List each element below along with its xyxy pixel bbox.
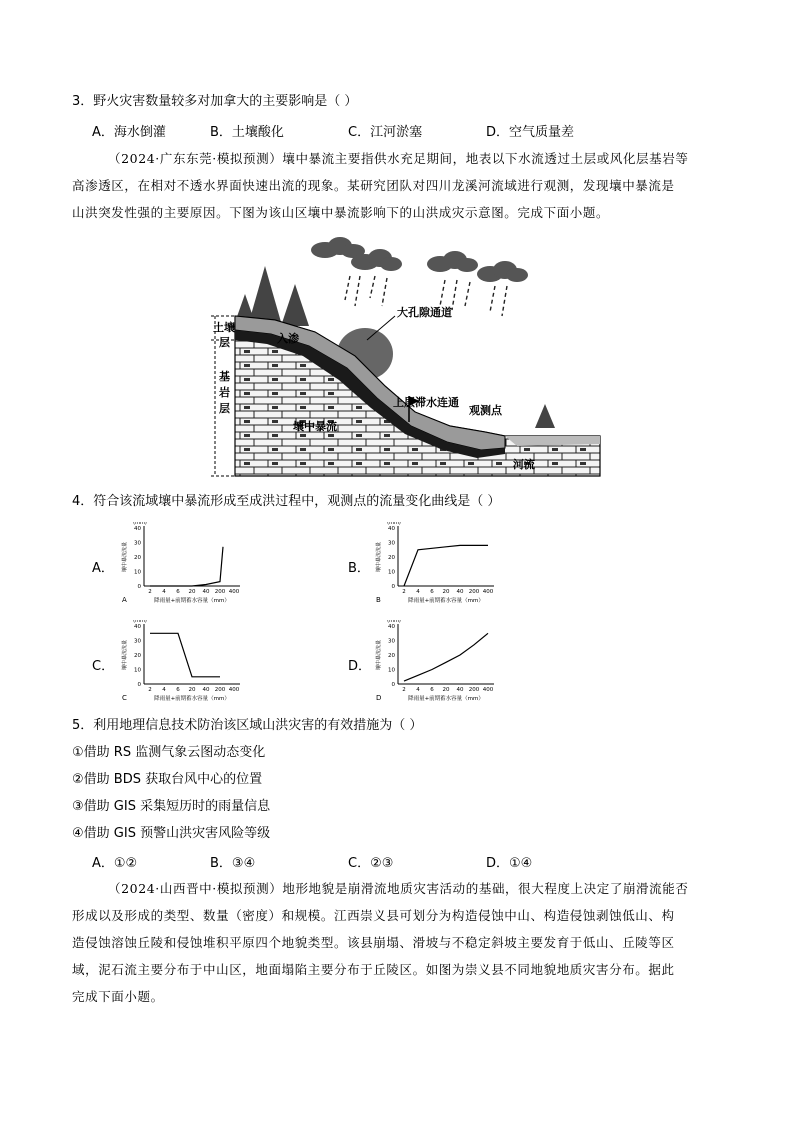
y-tick-label: 40 — [388, 624, 395, 630]
y-tick-label: 20 — [134, 653, 141, 659]
y-axis-label: 壤中暴流流量 — [376, 541, 382, 573]
y-unit: (mm) — [387, 522, 401, 526]
x-tick-label: 20 — [188, 687, 196, 693]
x-tick-label: 2 — [148, 687, 152, 693]
infiltration-label: 入渗 — [277, 332, 299, 345]
cloud-icon — [311, 237, 528, 282]
passage2-line-5: 完成下面小题。 — [72, 989, 164, 1004]
q5-stem: 5．利用地理信息技术防治该区域山洪灾害的有效措施为（ ） — [72, 718, 423, 733]
line-chart — [118, 620, 248, 706]
passage1-line-2: 高渗透区，在相对不透水界面快速出流的现象。某研究团队对四川龙溪河流域进行观测，发现壤中暴流是 — [72, 178, 675, 193]
x-tick-label: 40 — [456, 687, 464, 693]
y-tick-label: 40 — [388, 526, 395, 532]
y-tick-label: 30 — [388, 638, 395, 645]
passage2-line-3: 造侵蚀溶蚀丘陵和侵蚀堆积平原四个地貌类型。该县崩塌、滑坡与不稳定斜坡主要发育于低山、丘陵等区 — [72, 935, 675, 950]
y-tick-label: 10 — [388, 569, 395, 576]
q3-option-d[interactable]: D．空气质量差 — [486, 125, 575, 140]
y-axis-label: 壤中暴流流量 — [122, 639, 128, 671]
soil-layer-label-bottom: 层 — [219, 336, 230, 349]
x-axis-label: 降雨量+前期蓄水容量（mm） — [408, 696, 484, 702]
x-tick-label: 4 — [416, 589, 420, 595]
q5-option-b[interactable]: B．③④ — [210, 856, 256, 871]
x-tick-label: 6 — [430, 589, 434, 595]
y-unit: (mm) — [133, 522, 147, 526]
x-tick-label: 40 — [202, 589, 210, 595]
passage2-line-2: 形成以及形成的类型、数量（密度）和规模。江西崇义县可划分为构造侵蚀中山、构造侵蚀剥蚀低山、构 — [72, 908, 675, 923]
chart-letter: B — [376, 596, 381, 604]
q3-option-a[interactable]: A．海水倒灌 — [92, 125, 166, 140]
q4-option-a[interactable]: A． — [92, 561, 114, 576]
q4-chart-d — [372, 620, 502, 706]
x-tick-label: 20 — [442, 589, 450, 595]
x-axis-label: 降雨量+前期蓄水容量（mm） — [154, 696, 230, 702]
x-tick-label: 6 — [176, 589, 180, 595]
line-chart — [118, 522, 248, 608]
stream-label: 河流 — [513, 458, 535, 471]
x-axis-label: 降雨量+前期蓄水容量（mm） — [154, 598, 230, 604]
series-line — [404, 545, 488, 586]
line-chart — [372, 620, 502, 706]
y-tick-label: 30 — [134, 540, 141, 547]
y-tick-label: 40 — [134, 526, 141, 532]
macropore-label: 大孔隙通道 — [397, 306, 452, 319]
q3-stem: 3．野火灾害数量较多对加拿大的主要影响是（ ） — [72, 94, 358, 109]
q5-option-c[interactable]: C．②③ — [348, 856, 394, 871]
x-tick-label: 40 — [202, 687, 210, 693]
passage1-line-1: （2024·广东东莞·模拟预测）壤中暴流主要指供水充足期间，地表以下水流透过土层或风化层基岩等 — [108, 151, 689, 166]
chart-letter: A — [122, 596, 127, 604]
y-tick-label: 30 — [388, 540, 395, 547]
q5-item-1: ①借助 RS 监测气象云图动态变化 — [72, 745, 266, 760]
x-tick-label: 4 — [162, 687, 166, 693]
q4-chart-b — [372, 522, 502, 608]
x-tick-label: 4 — [162, 589, 166, 595]
q5-item-2: ②借助 BDS 获取台风中心的位置 — [72, 772, 263, 787]
flash-flood-diagram — [205, 236, 605, 482]
passage1-line-3: 山洪突发性强的主要原因。下图为该山区壤中暴流影响下的山洪成灾示意图。完成下面小题。 — [72, 205, 610, 220]
y-axis-label: 壤中暴流流量 — [376, 639, 382, 671]
q5-option-a[interactable]: A．①② — [92, 856, 138, 871]
x-tick-label: 400 — [482, 589, 494, 595]
x-tick-label: 2 — [402, 687, 406, 693]
bedrock-label-1: 基 — [219, 370, 230, 383]
perched-water-label: 上层滞水连通 — [393, 396, 459, 409]
q5-option-d[interactable]: D．①④ — [486, 856, 533, 871]
y-tick-label: 30 — [134, 638, 141, 645]
passage2-line-4: 域，泥石流主要分布于中山区，地面塌陷主要分布于丘陵区。如图为崇义县不同地貌地质灾害分布。据此 — [72, 962, 675, 977]
x-tick-label: 20 — [442, 687, 450, 693]
y-unit: (mm) — [133, 620, 147, 624]
y-unit: (mm) — [387, 620, 401, 624]
q4-stem: 4．符合该流域壤中暴流形成至成洪过程中，观测点的流量变化曲线是（ ） — [72, 494, 501, 509]
q4-chart-c — [118, 620, 248, 706]
y-tick-label: 10 — [388, 667, 395, 674]
series-line — [404, 633, 488, 681]
y-axis-label: 壤中暴流流量 — [122, 541, 128, 573]
q3-option-c[interactable]: C．江河淤塞 — [348, 125, 423, 140]
x-tick-label: 400 — [228, 687, 240, 693]
x-tick-label: 200 — [214, 687, 226, 693]
q4-option-b[interactable]: B． — [348, 561, 370, 576]
q4-option-d[interactable]: D． — [348, 659, 372, 674]
chart-letter: D — [376, 694, 382, 702]
bedrock-label-2: 岩 — [219, 386, 230, 399]
q4-chart-a — [118, 522, 248, 608]
y-tick-label: 0 — [391, 682, 395, 688]
series-line — [150, 547, 223, 586]
x-tick-label: 2 — [148, 589, 152, 595]
x-axis-label: 降雨量+前期蓄水容量（mm） — [408, 598, 484, 604]
y-tick-label: 40 — [134, 624, 141, 630]
y-tick-label: 20 — [134, 555, 141, 561]
line-chart — [372, 522, 502, 608]
x-tick-label: 400 — [482, 687, 494, 693]
y-tick-label: 20 — [388, 555, 395, 561]
x-tick-label: 6 — [176, 687, 180, 693]
x-tick-label: 2 — [402, 589, 406, 595]
q5-item-4: ④借助 GIS 预警山洪灾害风险等级 — [72, 826, 271, 841]
x-tick-label: 6 — [430, 687, 434, 693]
y-tick-label: 10 — [134, 667, 141, 674]
q4-option-c[interactable]: C． — [92, 659, 115, 674]
soil-layer-label-top: 土壤 — [213, 321, 235, 334]
interflow-label: 壤中暴流 — [293, 420, 337, 433]
x-tick-label: 4 — [416, 687, 420, 693]
y-tick-label: 10 — [134, 569, 141, 576]
y-tick-label: 0 — [391, 584, 395, 590]
q3-option-b[interactable]: B．土壤酸化 — [210, 125, 284, 140]
x-tick-label: 200 — [468, 589, 480, 595]
x-tick-label: 200 — [214, 589, 226, 595]
bedrock-label-3: 层 — [219, 402, 230, 415]
observation-point-label: 观测点 — [469, 404, 502, 417]
passage2-line-1: （2024·山西晋中·模拟预测）地形地貌是崩滑流地质灾害活动的基础，很大程度上决定了崩滑流能否 — [108, 881, 689, 896]
chart-letter: C — [122, 694, 127, 702]
y-tick-label: 0 — [137, 584, 141, 590]
series-line — [150, 633, 220, 677]
y-tick-label: 0 — [137, 682, 141, 688]
x-tick-label: 40 — [456, 589, 464, 595]
q5-item-3: ③借助 GIS 采集短历时的雨量信息 — [72, 799, 271, 814]
x-tick-label: 400 — [228, 589, 240, 595]
x-tick-label: 200 — [468, 687, 480, 693]
x-tick-label: 20 — [188, 589, 196, 595]
y-tick-label: 20 — [388, 653, 395, 659]
